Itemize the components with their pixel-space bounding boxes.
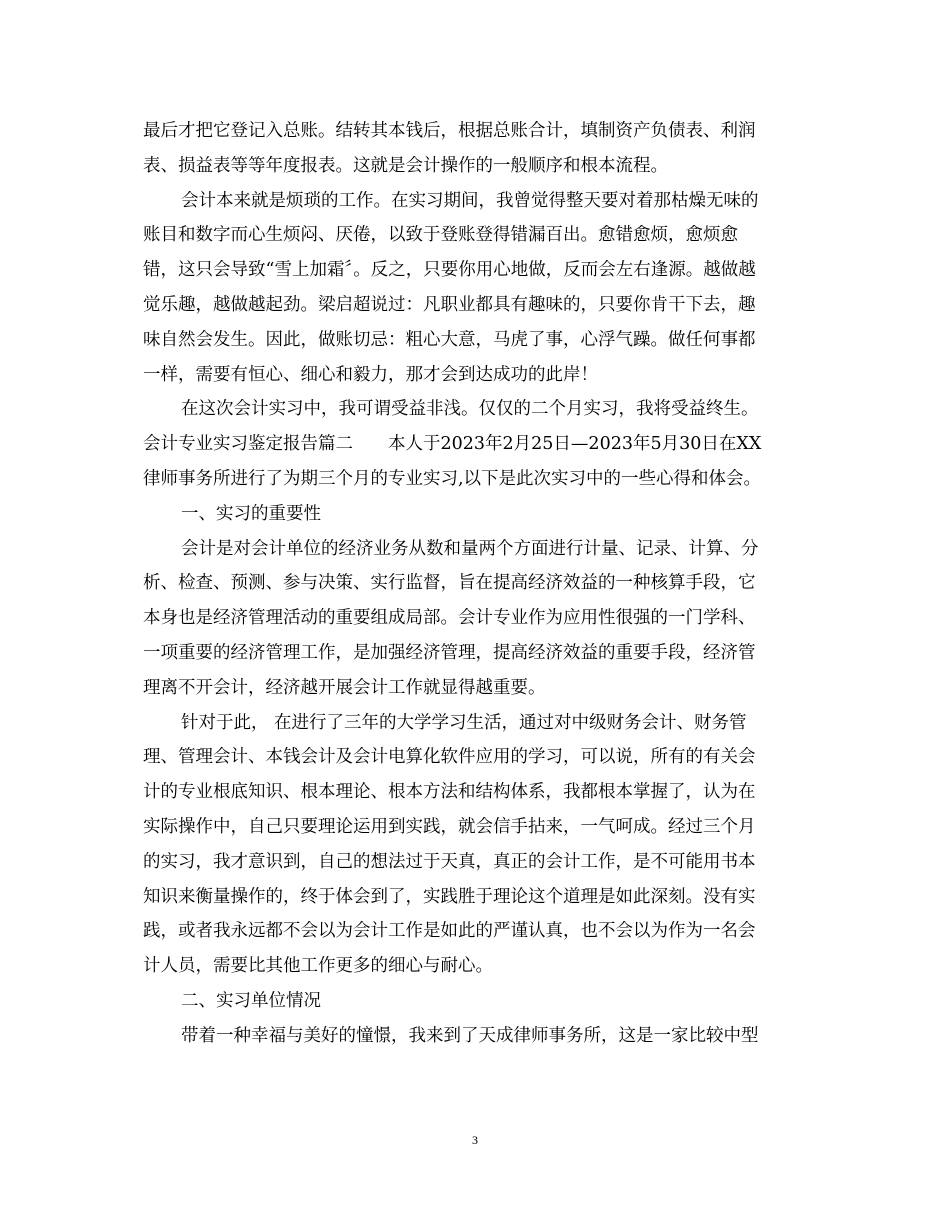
text-line: 味自然会发生。因此，做账切忌：粗心大意，马虎了事，心浮气躁。做任何事都 <box>143 329 756 350</box>
text-line: 带着一种幸福与美好的憧憬，我来到了天成律师事务所，这是一家比较中型 <box>181 1025 759 1046</box>
text-line: 本身也是经济管理活动的重要组成局部。会计专业作为应用性很强的一门学科、 <box>143 608 756 629</box>
text-line: 会计专业实习鉴定报告篇二 本人于2023年2月25日—2023年5月30日在XX <box>143 434 762 455</box>
section-heading: 一、实习的重要性 <box>181 503 321 524</box>
text-line: 的实习，我才意识到，自己的想法过于天真，真正的会计工作，是不可能用书本 <box>143 851 756 872</box>
text-line: 理离不开会计，经济越开展会计工作就显得越重要。 <box>143 677 546 698</box>
text-line: 账目和数字而心生烦闷、厌倦，以致于登账登得错漏百出。愈错愈烦，愈烦愈 <box>143 225 738 246</box>
text-line: 计人员，需要比其他工作更多的细心与耐心。 <box>143 956 493 977</box>
section-heading: 二、实习单位情况 <box>181 990 321 1011</box>
text-line: 实际操作中，自己只要理论运用到实践，就会信手拈来，一气呵成。经过三个月 <box>143 816 756 837</box>
text-line: 针对于此， 在进行了三年的大学学习生活，通过对中级财务会计、财务管 <box>181 712 747 733</box>
text-line: 一项重要的经济管理工作，是加强经济管理，提高经济效益的重要手段，经济管 <box>143 642 756 663</box>
body-text <box>143 114 808 1054</box>
text-line: 错，这只会导致“雪上加霜〞。反之，只要你用心地做，反而会左右逢源。越做越 <box>143 260 756 281</box>
text-line: 觉乐趣，越做越起劲。梁启超说过：凡职业都具有趣味的，只要你肯干下去，趣 <box>143 294 756 315</box>
text-line: 理、管理会计、本钱会计及会计电算化软件应用的学习，可以说，所有的有关会 <box>143 747 756 768</box>
text-line: 最后才把它登记入总账。结转其本钱后，根据总账合计，填制资产负债表、利润 <box>143 121 756 141</box>
text-line: 表、损益表等等年度报表。这就是会计操作的一般顺序和根本流程。 <box>143 155 668 176</box>
text-line: 践，或者我永远都不会以为会计工作是如此的严谨认真，也不会以为作为一名会 <box>143 921 756 942</box>
text-line: 知识来衡量操作的，终于体会到了，实践胜于理论这个道理是如此深刻。没有实 <box>143 886 756 907</box>
text-line: 一样，需要有恒心、细心和毅力，那才会到达成功的此岸！ <box>143 364 598 385</box>
text-line: 会计本来就是烦琐的工作。在实习期间，我曾觉得整天要对着那枯燥无味的 <box>181 190 759 211</box>
text-line: 析、检查、预测、参与决策、实行监督，旨在提高经济效益的一种核算手段，它 <box>143 573 756 594</box>
text-line: 律师事务所进行了为期三个月的专业实习,以下是此次实习中的一些心得和体会。 <box>143 468 762 489</box>
text-line: 在这次会计实习中，我可谓受益非浅。仅仅的二个月实习，我将受益终生。 <box>181 399 759 420</box>
page-number: 3 <box>472 1133 478 1147</box>
text-line: 会计是对会计单位的经济业务从数和量两个方面进行计量、记录、计算、分 <box>181 538 759 559</box>
text-line: 计的专业根底知识、根本理论、根本方法和结构体系，我都根本掌握了，认为在 <box>143 782 756 803</box>
